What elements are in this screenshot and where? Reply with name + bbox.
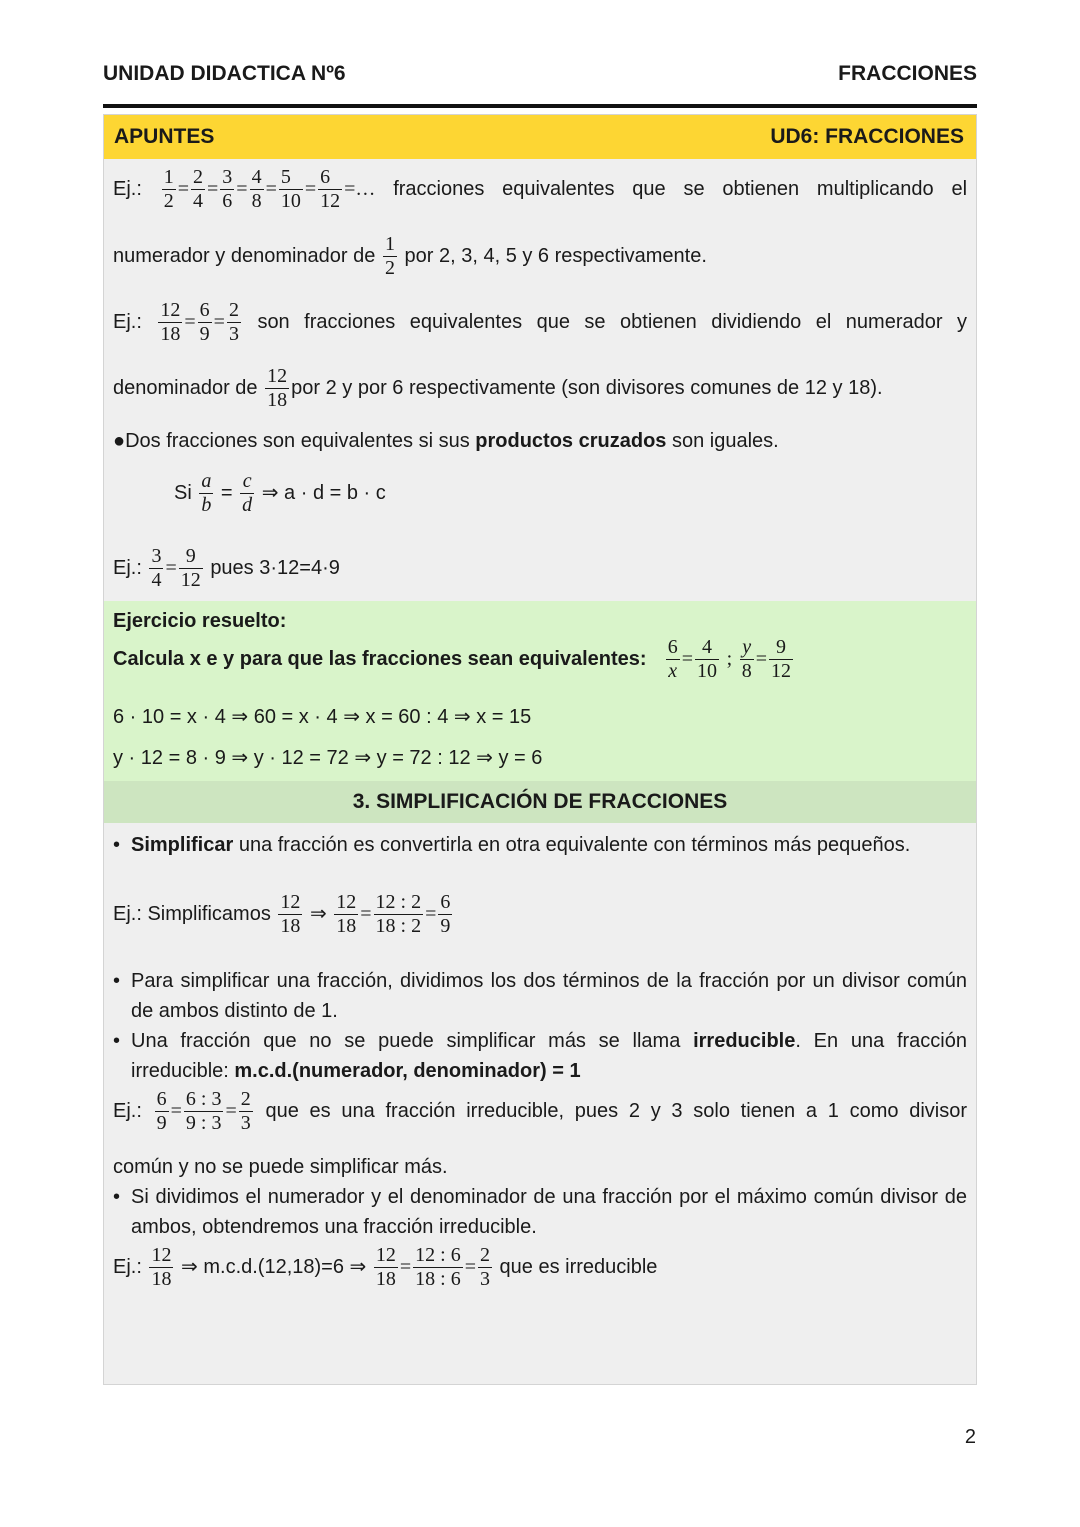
- example-2-line-2: denominador de $\frac{12}{18}$ por 2 y por 6 respectivamente (son divisores comunes de 12 y 18).: [113, 365, 883, 411]
- fraction: $\frac{6}{x}$: [667, 636, 678, 682]
- fraction: $\frac{1}{2}$: [163, 166, 174, 212]
- bullet-simplify-definition: • Simplificar una fracción es convertirla en otra equivalente con términos más pequeños.: [113, 834, 911, 856]
- page-header: [103, 62, 977, 92]
- notes-box: [103, 114, 977, 1385]
- fraction: $\frac{5}{10}$: [280, 166, 301, 212]
- fraction: $\frac{9}{12}$: [770, 636, 791, 682]
- fraction: $\frac{12 : 6}{18 : 6}$: [415, 1244, 461, 1290]
- fraction: $\frac{12 : 2}{18 : 2}$: [375, 891, 422, 937]
- solved-step-y: y · 12 = 8 · 9 ⇒ y · 12 = 72 ⇒ y = 72 : 12 ⇒ y = 6: [113, 747, 543, 769]
- fraction: $\frac{1}{2}$: [384, 233, 395, 279]
- fraction: $\frac{3}{4}$: [151, 545, 162, 591]
- section-3-title: 3. SIMPLIFICACIÓN DE FRACCIONES: [104, 781, 976, 823]
- bullet-gcd-method: • Si dividimos el numerador y el denominador de una fracción por el máximo común divisor de ambos, obtendremos una fracción irreducible.: [113, 1186, 967, 1238]
- fraction: $\frac{2}{3}$: [228, 299, 239, 345]
- fraction: $\frac{12}{18}$: [280, 891, 301, 937]
- fraction: $\frac{6}{12}$: [320, 166, 341, 212]
- banner-right: UD6: FRACCIONES: [770, 125, 964, 148]
- solved-exercise: [104, 601, 976, 781]
- page-number: 2: [964, 1426, 976, 1448]
- fraction: $\frac{6}{9}$: [440, 891, 451, 937]
- fraction: $\frac{6 : 3}{9 : 3}$: [185, 1088, 222, 1134]
- fraction: $\frac{c}{d}$: [242, 470, 253, 516]
- notes-banner: [104, 115, 976, 159]
- simplify-example-1: Ej.: Simplificamos $\frac{12}{18}$ ⇒ $\frac{12}{18}$ = $\frac{12 : 2}{18 : 2}$ = $\frac{6}{9}$: [113, 891, 451, 937]
- banner-left: APUNTES: [114, 125, 215, 148]
- header-divider: [103, 104, 977, 108]
- fraction: $\frac{12}{18}$: [375, 1244, 396, 1290]
- header-topic: FRACCIONES: [838, 62, 977, 85]
- cross-product-rule: ●Dos fracciones son equivalentes si sus productos cruzados son iguales.: [113, 430, 779, 452]
- fraction: $\frac{12}{18}$: [267, 365, 288, 411]
- fraction: $\frac{4}{10}$: [697, 636, 717, 682]
- equivalent-fractions-chain: $\frac{1}{2}$ = $\frac{2}{4}$ = $\frac{3}{6}$ = $\frac{4}{8}$ = $\frac{5}{10}$ = $\frac{6}{12}$ =…: [163, 166, 376, 212]
- fraction: $\frac{9}{12}$: [180, 545, 201, 591]
- example-3: Ej.: $\frac{3}{4}$ = $\frac{9}{12}$ pues 3·12=4·9: [113, 545, 340, 591]
- fraction: $\frac{3}{6}$: [222, 166, 233, 212]
- solved-step-x: 6 · 10 = x · 4 ⇒ 60 = x · 4 ⇒ x = 60 : 4 ⇒ x = 15: [113, 706, 532, 728]
- solved-title: Ejercicio resuelto:: [113, 610, 287, 632]
- fraction: $\frac{a}{b}$: [201, 470, 212, 516]
- fraction: $\frac{2}{3}$: [240, 1088, 251, 1134]
- fraction: $\frac{y}{8}$: [741, 636, 752, 682]
- simplify-example-2-line-2: común y no se puede simplificar más.: [113, 1156, 448, 1178]
- solved-question: Calcula x e y para que las fracciones sean equivalentes: $\frac{6}{x}$ = $\frac{4}{10}$ ; $\frac{y}{8}$ = $\frac{9}{12}$: [113, 636, 791, 682]
- fraction: $\frac{12}{18}$: [160, 299, 181, 345]
- fraction: $\frac{2}{4}$: [193, 166, 203, 212]
- bullet-irreducible: • Una fracción que no se puede simplificar más se llama irreducible. En una fracción irreducible: m.c.d.(numerador, denominador) = 1: [113, 1030, 967, 1082]
- fraction: $\frac{4}{8}$: [251, 166, 262, 212]
- simplify-example-3: Ej.: $\frac{12}{18}$ ⇒ m.c.d.(12,18)=6 ⇒ $\frac{12}{18}$ = $\frac{12 : 6}{18 : 6}$ = $\frac{2}{3}$ que es irreducible: [113, 1244, 658, 1290]
- fraction: $\frac{12}{18}$: [151, 1244, 172, 1290]
- example-2-line-1: Ej.: $\frac{12}{18}$ = $\frac{6}{9}$ = $\frac{2}{3}$ son fracciones equivalentes que se obtienen dividiendo el numerador y: [113, 299, 968, 345]
- header-unit: UNIDAD DIDACTICA Nº6: [103, 62, 346, 85]
- example-1-line-1: Ej.: $\frac{1}{2}$ = $\frac{2}{4}$ = $\frac{3}{6}$ = $\frac{4}{8}$ = $\frac{5}{10}$ = $\frac{6}{12}$ =… fracciones equivalentes que se obtienen multiplicando el: [113, 166, 968, 212]
- simplify-example-2: Ej.: $\frac{6}{9}$ = $\frac{6 : 3}{9 : 3}$ = $\frac{2}{3}$ que es una fracción irreducible, pues 2 y 3 solo tienen a 1 como divisor: [113, 1088, 967, 1134]
- fraction: $\frac{6}{9}$: [199, 299, 210, 345]
- bullet-simplify-method: • Para simplificar una fracción, dividimos los dos términos de la fracción por un divisor común de ambos distinto de 1.: [113, 970, 967, 1022]
- example-1-line-2: numerador y denominador de $\frac{1}{2}$ por 2, 3, 4, 5 y 6 respectivamente.: [113, 233, 707, 279]
- cross-product-formula: Si $\frac{a}{b}$ = $\frac{c}{d}$ ⇒ a · d = b · c: [174, 470, 386, 516]
- fraction: $\frac{2}{3}$: [479, 1244, 490, 1290]
- fraction: $\frac{12}{18}$: [336, 891, 357, 937]
- fraction: $\frac{6}{9}$: [156, 1088, 167, 1134]
